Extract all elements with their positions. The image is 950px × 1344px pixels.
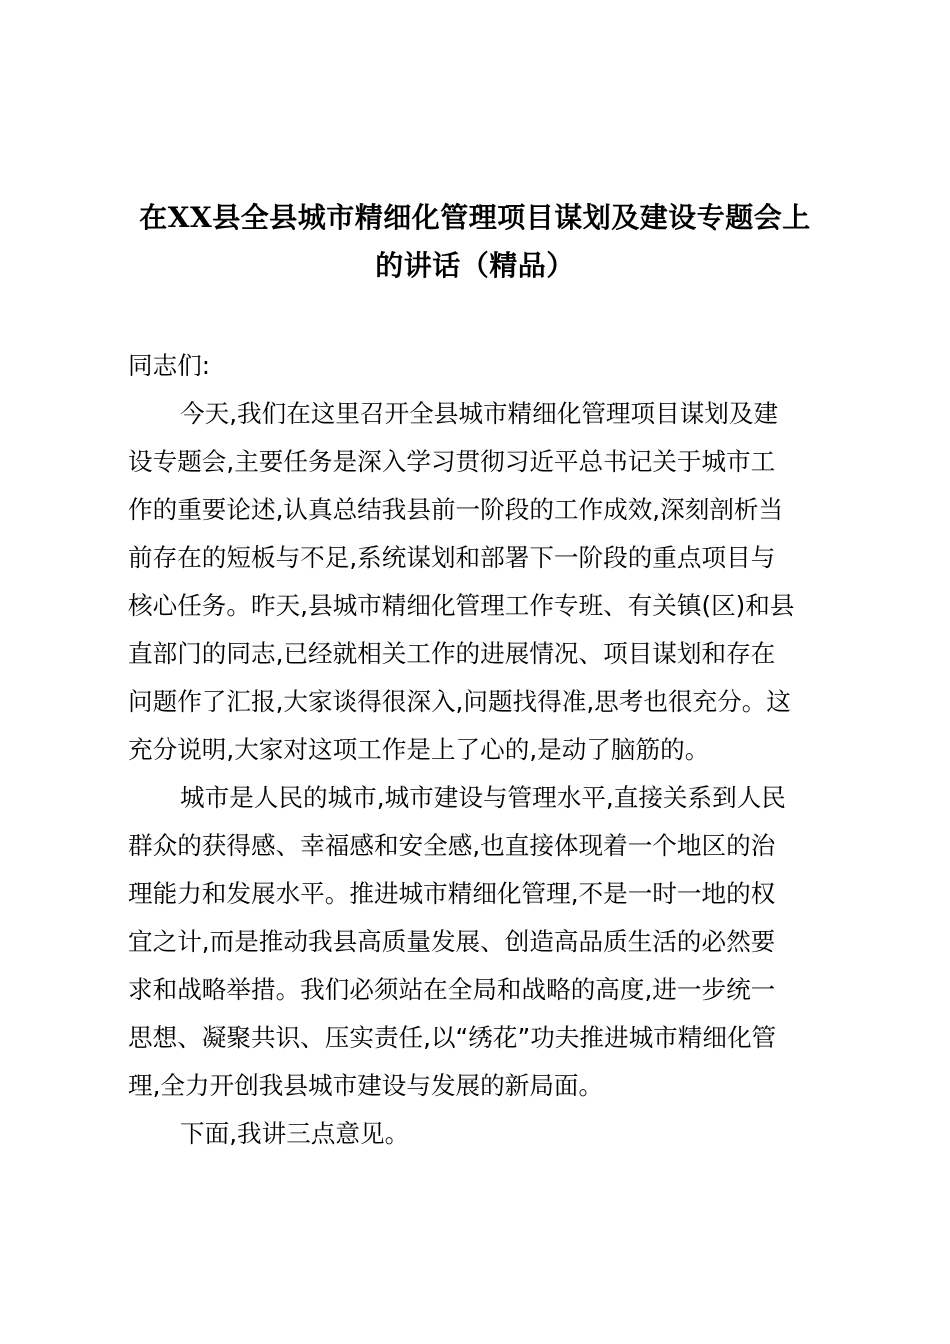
paragraph-line: 设专题会,主要任务是深入学习贯彻习近平总书记关于城市工 — [128, 447, 776, 476]
paragraph-line: 直部门的同志,已经就相关工作的进展情况、项目谋划和存在 — [128, 639, 776, 668]
document-body — [128, 342, 828, 1158]
paragraph-line: 理能力和发展水平。推进城市精细化管理,不是一时一地的权 — [128, 879, 776, 908]
paragraph-line: 前存在的短板与不足,系统谋划和部署下一阶段的重点项目与 — [128, 543, 776, 572]
paragraph-line: 思想、凝聚共识、压实责任,以“绣花”功夫推进城市精细化管 — [128, 1023, 777, 1052]
paragraph-line: 今天,我们在这里召开全县城市精细化管理项目谋划及建 — [180, 399, 779, 428]
paragraph-line: 核心任务。昨天,县城市精细化管理工作专班、有关镇(区)和县 — [128, 591, 795, 620]
paragraph-line: 理,全力开创我县城市建设与发展的新局面。 — [128, 1071, 604, 1100]
document-title — [128, 193, 822, 289]
paragraph-line: 下面,我讲三点意见。 — [180, 1119, 410, 1148]
paragraph-2 — [128, 774, 828, 1110]
paragraph-line: 群众的获得感、幸福感和安全感,也直接体现着一个地区的治 — [128, 831, 776, 860]
paragraph-line: 求和战略举措。我们必须站在全局和战略的高度,进一步统一 — [128, 975, 776, 1004]
paragraph-line: 城市是人民的城市,城市建设与管理水平,直接关系到人民 — [180, 783, 786, 812]
salutation: 同志们: — [128, 351, 211, 380]
paragraph-3 — [128, 1110, 828, 1158]
paragraph-line: 充分说明,大家对这项工作是上了心的,是动了脑筋的。 — [128, 735, 710, 764]
paragraph-1 — [128, 390, 828, 774]
paragraph-line: 作的重要论述,认真总结我县前一阶段的工作成效,深刻剖析当 — [128, 495, 784, 524]
paragraph-line: 问题作了汇报,大家谈得很深入,问题找得准,思考也很充分。这 — [128, 687, 791, 716]
paragraph-line: 宜之计,而是推动我县高质量发展、创造高品质生活的必然要 — [128, 927, 776, 956]
title-line-2: 的讲话（精品） — [375, 249, 575, 282]
title-line-1: 在XX县全县城市精细化管理项目谋划及建设专题会上 — [139, 201, 811, 234]
